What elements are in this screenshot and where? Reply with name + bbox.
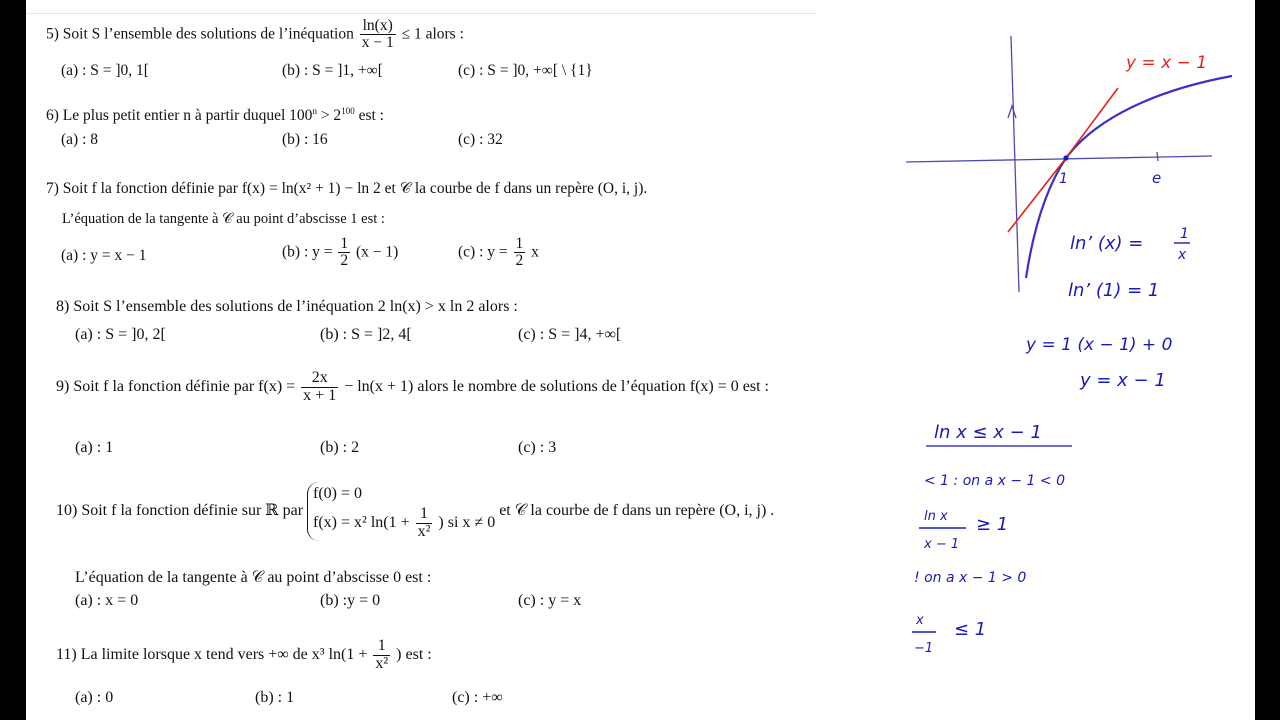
- y-axis: [1011, 36, 1019, 292]
- q11-prefix: 11) La limite lorsque x tend vers +∞ de x³ ln(1 +: [56, 645, 368, 663]
- note-frac-num: ln x: [924, 509, 948, 524]
- q6-sup-100: 100: [341, 106, 355, 116]
- q9-suffix: − ln(x + 1) alors le nombre de solutions de l’équation f(x) = 0 est :: [344, 377, 769, 395]
- q9-prefix: 9) Soit f la fonction définie par f(x) =: [56, 377, 296, 395]
- q5-prefix: 5) Soit S l’ensemble des solutions de l’inéquation: [46, 25, 354, 43]
- q9-option-b: (b) : 2: [320, 439, 360, 456]
- q11-option-b: (b) : 1: [255, 689, 295, 706]
- case-less-than-1: < 1 : on a x − 1 < 0: [924, 473, 1065, 489]
- q10-frac-den: x²: [417, 522, 431, 540]
- q7-b-den: 2: [340, 252, 349, 270]
- note2-frac-rhs: ≤ 1: [954, 619, 987, 640]
- q6-mid: > 2: [316, 107, 342, 125]
- q7-b-pre: (b) : y =: [282, 243, 333, 261]
- q5-option-a: (a) : S = ]0, 1[: [61, 62, 149, 79]
- q7-b-post: (x − 1): [356, 243, 399, 261]
- q6-sup-n: n: [312, 106, 317, 116]
- q5-option-c: (c) : S = ]0, +∞[ \ {1}: [458, 62, 593, 79]
- axis-label-1: 1: [1059, 171, 1068, 187]
- q9-frac-den: x + 1: [303, 386, 337, 404]
- q7-c-post: x: [531, 243, 539, 261]
- q6-option-b: (b) : 16: [282, 131, 328, 148]
- derivative-num: 1: [1180, 226, 1189, 242]
- q6-option-a: (a) : 8: [61, 131, 99, 148]
- tangent-point: [1063, 155, 1068, 160]
- derivative-den: x: [1178, 247, 1187, 263]
- q10-subtext: L’équation de la tangente à 𝒞 au point d’abscisse 0 est :: [75, 569, 432, 586]
- q11-frac-den: x²: [375, 654, 389, 672]
- q7-option-a: (a) : y = x − 1: [61, 247, 147, 264]
- q10-option-a: (a) : x = 0: [75, 592, 139, 609]
- q11-option-c: (c) : +∞: [452, 689, 503, 706]
- q10-case-2-post: ) si x ≠ 0: [438, 513, 496, 531]
- q7-c-den: 2: [515, 252, 524, 270]
- q11-option-a: (a) : 0: [75, 689, 114, 706]
- note-frac-den: x − 1: [924, 537, 960, 552]
- q9-option-c: (c) : 3: [518, 439, 557, 456]
- case-greater-than-1: ! on a x − 1 > 0: [914, 570, 1027, 586]
- q7-c-pre: (c) : y =: [458, 243, 508, 261]
- handwritten-notes: [26, 0, 1255, 720]
- q6-prefix: 6) Le plus petit entier n à partir duquel 100: [46, 107, 313, 125]
- q10-case-2-pre: f(x) = x² ln(1 +: [313, 513, 410, 531]
- tangent-equation: y = 1 (x − 1) + 0: [1026, 335, 1173, 355]
- y-axis-arrow-icon: [1008, 106, 1016, 118]
- axis-label-e: e: [1152, 169, 1162, 187]
- tick-e: [1157, 152, 1158, 161]
- tangent-label: y = x − 1: [1126, 53, 1208, 73]
- q10-frac-num: 1: [420, 505, 429, 522]
- note2-frac-den: −1: [914, 641, 934, 656]
- q10-prefix: 10) Soit f la fonction définie sur ℝ par: [56, 501, 304, 519]
- inequality-ln: ln x ≤ x − 1: [934, 422, 1042, 443]
- q5-option-b: (b) : S = ]1, +∞[: [282, 62, 383, 79]
- q7-subtext: L’équation de la tangente à 𝒞 au point d’abscisse 1 est :: [62, 211, 385, 227]
- q5-frac-den: x − 1: [361, 34, 394, 52]
- q11-suffix: ) est :: [396, 645, 432, 663]
- q6-suffix: est :: [354, 107, 384, 125]
- q10-case-1: f(0) = 0: [313, 485, 363, 502]
- q5-frac-num: ln(x): [362, 17, 393, 34]
- q10-suffix: et 𝒞 la courbe de f dans un repère (O, i, j) .: [499, 501, 775, 519]
- q6-option-c: (c) : 32: [458, 131, 503, 148]
- note-frac-rhs: ≥ 1: [976, 514, 1009, 535]
- derivative-lhs: ln’ (x) =: [1070, 233, 1144, 254]
- q9-option-a: (a) : 1: [75, 439, 114, 456]
- q8-option-b: (b) : S = ]2, 4[: [320, 326, 412, 343]
- note2-frac-num: x: [916, 613, 924, 628]
- q7-c-num: 1: [515, 235, 524, 252]
- derivative-at-1: ln’ (1) = 1: [1068, 280, 1160, 301]
- question-8: 8) Soit S l’ensemble des solutions de l’inéquation 2 ln(x) > x ln 2 alors :: [56, 298, 518, 315]
- q5-suffix: ≤ 1 alors :: [401, 25, 464, 43]
- x-axis: [906, 156, 1212, 162]
- q8-option-c: (c) : S = ]4, +∞[: [518, 326, 622, 343]
- question-7: 7) Soit f la fonction définie par f(x) = ln(x² + 1) − ln 2 et 𝒞 la courbe de f dans un repère (O, i, j).: [46, 180, 648, 197]
- q9-frac-num: 2x: [311, 369, 328, 386]
- tangent-simplified: y = x − 1: [1080, 370, 1166, 391]
- q8-option-a: (a) : S = ]0, 2[: [75, 326, 166, 343]
- q10-option-b: (b) :y = 0: [320, 592, 381, 609]
- document-page: [26, 0, 1255, 720]
- q7-b-num: 1: [340, 235, 349, 252]
- q11-frac-num: 1: [377, 637, 386, 654]
- q10-option-c: (c) : y = x: [518, 592, 582, 609]
